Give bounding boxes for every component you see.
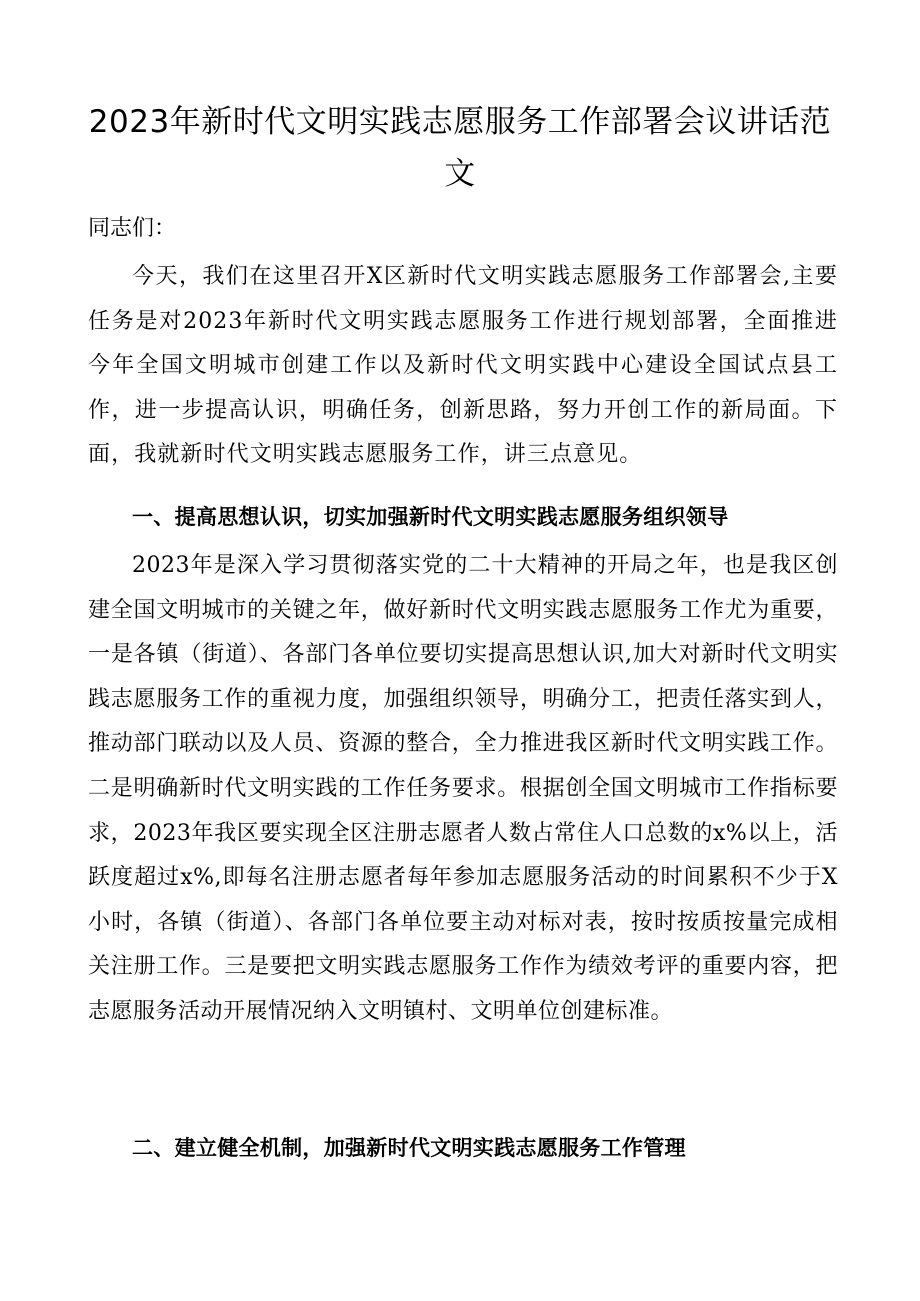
section-heading-1: 一、提高思想认识，切实加强新时代文明实践志愿服务组织领导 <box>132 505 729 529</box>
document-title: 2023年新时代文明实践志愿服务工作部署会议讲话范文 <box>88 104 832 192</box>
salutation: 同志们： <box>88 216 177 241</box>
paragraph-intro: 今天，我们在这里召开X区新时代文明实践志愿服务工作部署会,主要任务是对2023年新时代文明实践志愿服务工作进行规划部署，全面推进今年全国文明城市创建工作以及新时代文明实践中心建设全国试点县工作，进一步提高认识，明确任务，创新思路，努力开创工作的新局面。下面，我就新时代文明实践志愿服务工作，讲三点意见。 <box>88 264 838 468</box>
section-heading-2: 二、建立健全机制，加强新时代文明实践志愿服务工作管理 <box>132 1136 686 1160</box>
paragraph-section-1: 2023年是深入学习贯彻落实党的二十大精神的开局之年，也是我区创建全国文明城市的关键之年，做好新时代文明实践志愿服务工作尤为重要，一是各镇（街道）、各部门各单位要切实提高思想认识,加大对新时代文明实践志愿服务工作的重视力度，加强组织领导，明确分工，把责任落实到人，推动部门联动以及人员、资源的整合，全力推进我区新时代文明实践工作。二是明确新时代文明实践的工作任务要求。根据创全国文明城市工作指标要求，2023年我区要实现全区注册志愿者人数占常住人口总数的x%以上，活跃度超过x%,即每名注册志愿者每年参加志愿服务活动的时间累积不少于X小时，各镇（街道）、各部门各单位要主动对标对表，按时按质按量完成相关注册工作。三是要把文明实践志愿服务工作作为绩效考评的重要内容，把志愿服务活动开展情况纳入文明镇村、文明单位创建标准。 <box>88 553 838 1024</box>
